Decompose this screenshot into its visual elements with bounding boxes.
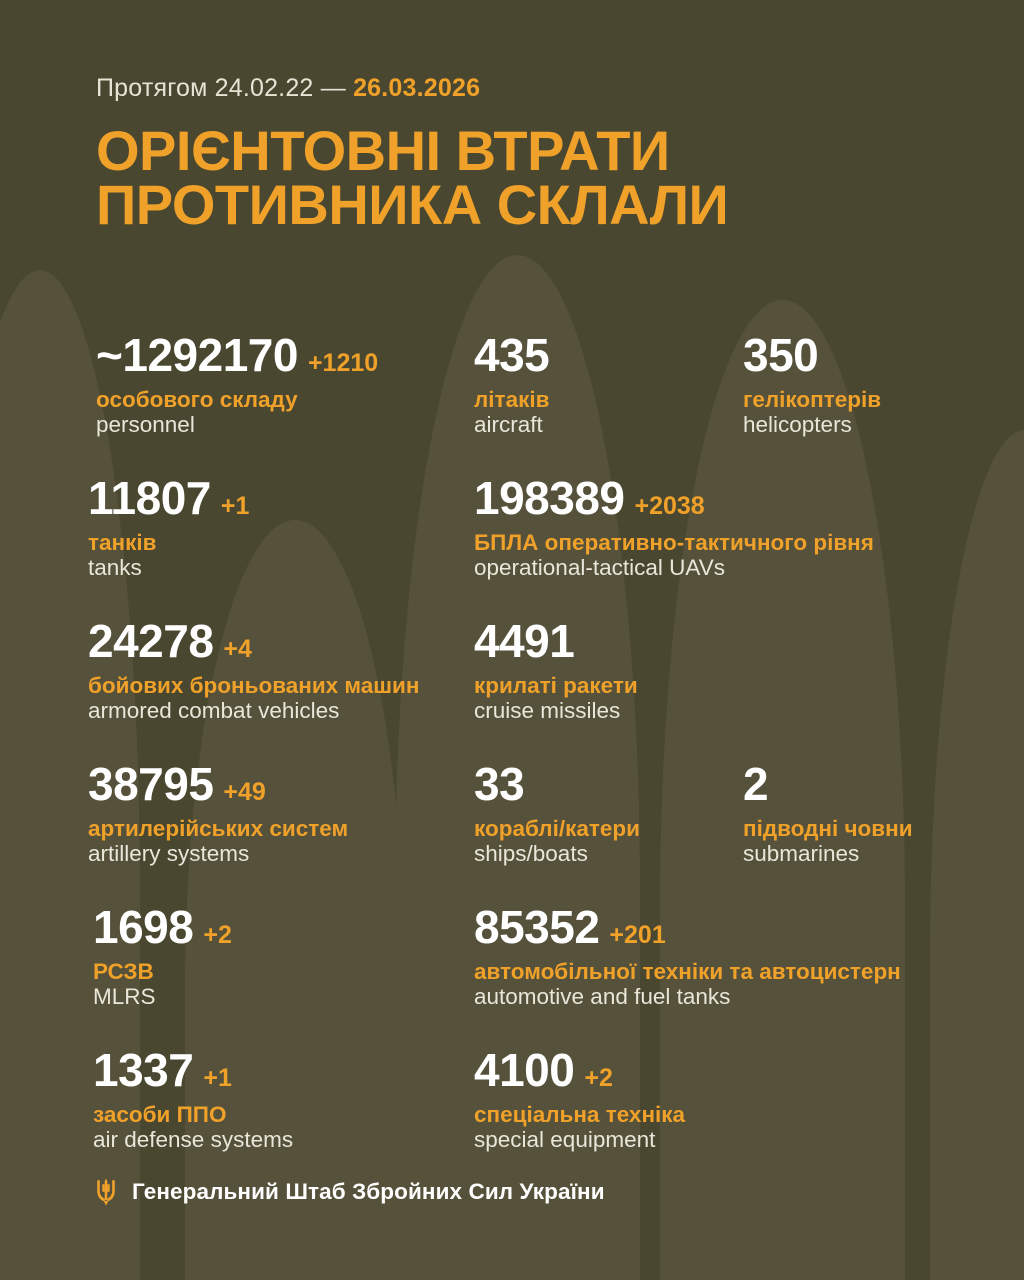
loss-label-en: submarines [743,841,860,867]
loss-value: 11807 [88,472,211,524]
period-line [96,74,480,103]
value-row [474,329,559,381]
background-silhouette [930,430,1024,1280]
loss-item-artillery [88,758,349,867]
loss-item-cruise-missiles [474,615,638,724]
value-row [474,901,901,953]
loss-label-ua: артилерійських систем [88,816,349,841]
loss-item-uavs [474,472,874,581]
value-row [96,329,379,381]
loss-item-automotive [474,901,901,1010]
loss-value: 38795 [88,758,214,810]
loss-delta: +49 [223,778,266,806]
value-row [88,472,250,524]
loss-value: 350 [743,329,819,381]
page-title-line2: ПРОТИВНИКА СКЛАЛИ [96,172,729,236]
footer-text: Генеральний Штаб Збройних Сил України [132,1179,605,1204]
loss-label-ua: кораблі/катери [474,816,640,841]
page-title-line1: ОРІЄНТОВНІ ВТРАТИ [96,119,670,182]
loss-delta: +4 [223,635,252,663]
loss-label-en: artillery systems [88,841,250,867]
loss-label-en: personnel [96,412,195,438]
loss-value: 198389 [474,472,625,524]
loss-label-ua: особового складу [96,387,298,412]
value-row [474,472,874,524]
loss-item-special-equipment [474,1044,686,1153]
trident-icon [96,1178,116,1206]
value-row [474,615,638,667]
loss-value: 4100 [474,1044,575,1096]
loss-label-en: special equipment [474,1127,656,1153]
value-row [88,758,348,810]
loss-label-en: automotive and fuel tanks [474,984,731,1010]
loss-item-armored-vehicles [88,615,420,724]
loss-label-ua: спеціальна техніка [474,1102,686,1127]
loss-item-helicopters [743,329,882,438]
period-date: 26.03.2026 [353,74,481,102]
value-row [93,901,232,953]
loss-delta: +2 [203,921,232,949]
loss-label-en: ships/boats [474,841,588,867]
loss-item-air-defense [93,1044,294,1153]
loss-delta: +1 [220,492,250,520]
loss-item-aircraft [474,329,559,438]
loss-value: ~1292170 [96,329,298,381]
loss-label-en: MLRS [93,984,156,1010]
loss-value: 33 [474,758,525,810]
loss-label-en: air defense systems [93,1127,294,1153]
loss-label-ua: БПЛА оперативно-тактичного рівня [474,530,874,555]
loss-label-ua: танків [88,530,157,555]
loss-value: 435 [474,329,550,381]
loss-label-en: tanks [88,555,142,581]
loss-label-ua: засоби ППО [93,1102,227,1127]
loss-label-en: helicopters [743,412,852,438]
loss-delta: +2 [584,1064,613,1092]
loss-value: 1337 [93,1044,194,1096]
loss-label-ua: автомобільної техніки та автоцистерн [474,959,901,984]
footer [96,1178,605,1206]
loss-label-ua: гелікоптерів [743,387,882,412]
loss-item-personnel [96,329,379,438]
loss-value: 85352 [474,901,600,953]
value-row [93,1044,293,1096]
loss-label-ua: літаків [474,387,550,412]
loss-label-en: operational-tactical UAVs [474,555,725,581]
loss-delta: +2038 [634,492,705,520]
loss-item-ships [474,758,640,867]
loss-label-en: aircraft [474,412,543,438]
loss-delta: +201 [609,921,666,949]
page-title [96,119,729,236]
loss-value: 1698 [93,901,194,953]
loss-label-en: cruise missiles [474,698,621,724]
loss-item-mlrs [93,901,232,1010]
value-row [474,758,640,810]
loss-delta: +1210 [307,349,379,377]
period-dash: — [320,74,346,102]
loss-label-ua: підводні човни [743,816,913,841]
loss-item-submarines [743,758,913,867]
loss-delta: +1 [203,1064,232,1092]
value-row [474,1044,685,1096]
loss-item-tanks [88,472,250,581]
loss-label-en: armored combat vehicles [88,698,340,724]
value-row [88,615,419,667]
loss-value: 4491 [474,615,575,667]
period-prefix: Протягом 24.02.22 [96,74,314,102]
value-row [743,758,913,810]
loss-value: 24278 [88,615,214,667]
loss-label-ua: крилаті ракети [474,673,638,698]
loss-label-ua: РСЗВ [93,959,154,984]
loss-value: 2 [743,758,769,810]
value-row [743,329,881,381]
loss-label-ua: бойових броньованих машин [88,673,420,698]
